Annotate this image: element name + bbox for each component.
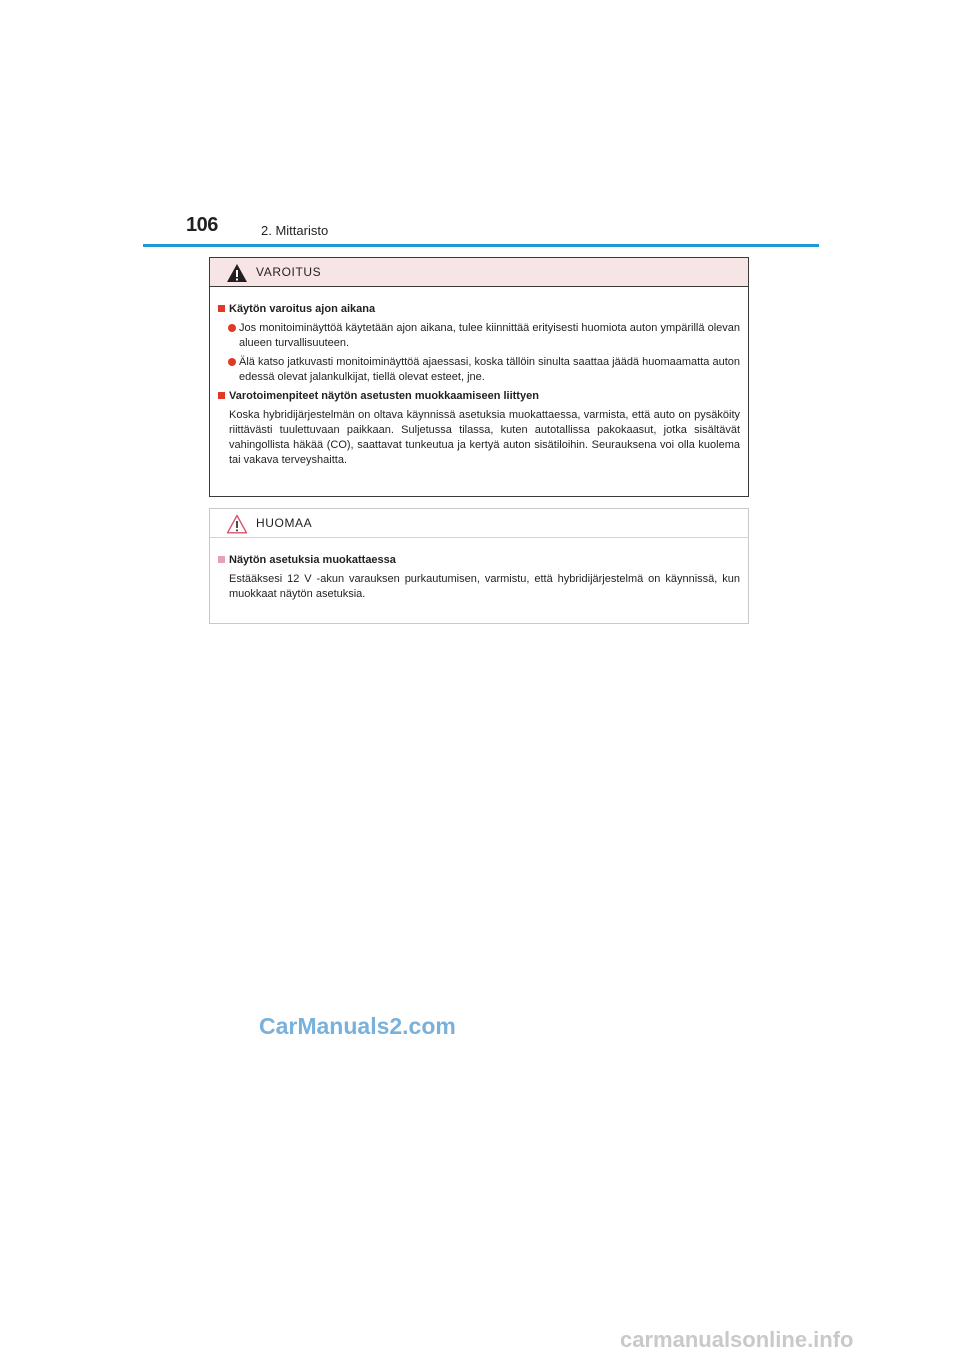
square-bullet-icon — [218, 305, 225, 312]
notice-box — [209, 508, 749, 624]
notice-label: HUOMAA — [256, 516, 313, 530]
page-number: 106 — [186, 214, 218, 236]
warning-triangle-icon — [226, 263, 248, 283]
warning-bullet — [218, 355, 740, 385]
warning-bullet-text: Jos monitoiminäyttöä käytetään ajon aikana, tulee kiinnittää erityisesti huomiota auton ympärillä olevan alueen turvallisuuteen. — [239, 322, 740, 349]
round-bullet-icon — [228, 324, 236, 332]
warning-box-header — [210, 258, 748, 287]
notice-heading-text: Näytön asetuksia muokattaessa — [229, 554, 396, 566]
watermark-top: CarManuals2.com — [259, 1013, 456, 1039]
warning-label: VAROITUS — [256, 265, 322, 279]
notice-content — [218, 553, 740, 606]
warning-section-heading — [218, 302, 740, 317]
warning-section-heading-text: Varotoimenpiteet näytön asetusten muokkaamiseen liittyen — [229, 390, 539, 402]
warning-bullet-text: Älä katso jatkuvasti monitoiminäyttöä ajaessasi, koska tällöin sinulta saattaa jäädä huomaamatta auton edessä olevat jalankulkijat, tiellä olevat esteet, jne. — [239, 356, 740, 383]
warning-content — [218, 302, 740, 472]
warning-section-heading-text: Käytön varoitus ajon aikana — [229, 303, 376, 315]
square-bullet-icon — [218, 556, 225, 563]
chapter-title: 2. Mittaristo — [261, 223, 329, 238]
warning-section-heading — [218, 389, 740, 404]
notice-box-header — [210, 509, 748, 538]
header-rule — [143, 244, 819, 247]
square-bullet-icon — [218, 392, 225, 399]
warning-bullet — [218, 321, 740, 351]
notice-paragraph: Estääksesi 12 V -akun varauksen purkautumisen, varmistu, että hybridijärjestelmä on käynnissä, kun muokkaat näytön asetuksia. — [229, 573, 740, 600]
round-bullet-icon — [228, 358, 236, 366]
watermark-bottom: carmanualsonline.info — [620, 1327, 854, 1352]
warning-paragraph: Koska hybridijärjestelmän on oltava käynnissä asetuksia muokattaessa, varmista, että auto on pysäköity riittävästi tuulettuvaan paikkaan. Suljetussa tilassa, kuten autotallissa pakokaasut, jotka sisältävät vahingollista häkää (CO), saattavat tunkeutua ja kertyä auton sisätiloihin. Seurauksena voi olla kuolema tai vakava terveyshaitta. — [229, 409, 740, 466]
caution-triangle-outline-icon — [226, 514, 248, 534]
warning-box — [209, 257, 749, 497]
notice-heading — [218, 553, 740, 568]
